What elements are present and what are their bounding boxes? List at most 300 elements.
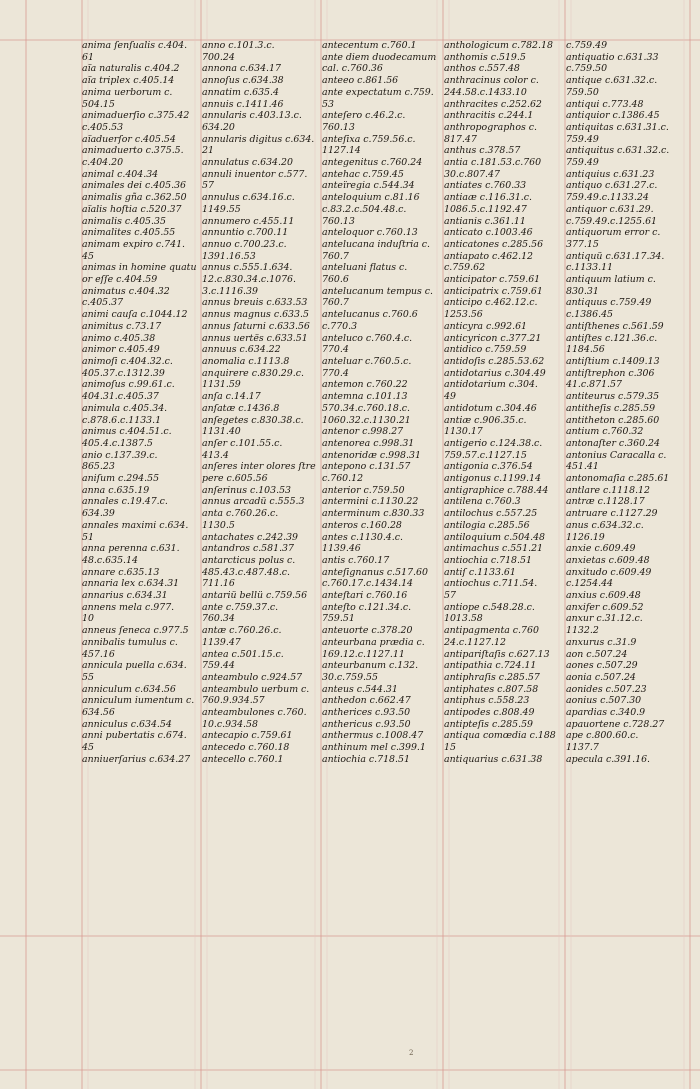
index-entry: aonia c.507.24	[566, 671, 636, 683]
index-entry: antiphates c.807.58	[444, 683, 539, 695]
index-entry: anxurus c.31.9	[566, 636, 637, 648]
index-entry: antimachus c.551.21	[444, 543, 544, 555]
index-entry: anſatæ c.1436.8	[202, 402, 280, 414]
index-entry: or eſſe c.404.59	[82, 274, 158, 286]
index-entry: c.404.20	[82, 157, 124, 169]
index-entry: anniculum iumentum c.	[82, 695, 195, 707]
index-entry: c.1133.11	[566, 262, 613, 274]
index-entry: 504.15	[82, 98, 115, 110]
index-entry: anteluco c.760.4.c.	[322, 332, 413, 344]
index-entry: 30.c.807.47	[444, 168, 500, 180]
index-entry: annarius c.634.31	[82, 590, 168, 602]
index-entry: annibalis tumulus c.	[82, 636, 178, 648]
index-entry: antipteſis c.285.59	[444, 718, 534, 730]
index-entry: antecedo c.760.18	[202, 742, 290, 754]
index-entry: anteluani flatus c.	[322, 262, 408, 274]
index-entry: antachates c.242.39	[202, 531, 299, 543]
index-entry: anteſero c.46.2.c.	[322, 110, 406, 122]
index-entry: anterminum c.830.33	[322, 508, 425, 520]
index-entry: annales maximi c.634.	[82, 519, 189, 531]
index-entry: c.405.37	[82, 297, 124, 309]
index-entry: annona c.634.17	[202, 63, 281, 75]
index-entry: anſa c.14.17	[202, 391, 261, 403]
index-entry: anxur c.31.12.c.	[566, 613, 643, 625]
index-entry: 61	[82, 51, 94, 63]
index-column-5	[566, 40, 684, 766]
index-entry: animalis gña c.362.50	[82, 192, 187, 204]
index-entry: annulus c.634.16.c.	[202, 192, 295, 204]
index-entry: annatim c.635.4	[202, 86, 279, 98]
index-entry: annuntio c.700.11	[202, 227, 289, 239]
index-entry: antiquü c.631.17.34.	[566, 250, 665, 262]
index-entry: antitheton c.285.60	[566, 414, 660, 426]
index-entry: antea c.501.15.c.	[202, 648, 284, 660]
index-entry: anteambulones c.760.	[202, 707, 307, 719]
index-entry: apauortene c.728.27	[566, 718, 665, 730]
index-entry: 1131.59	[202, 379, 241, 391]
index-entry: anxietas c.609.48	[566, 554, 650, 566]
index-entry: anticato c.1003.46	[444, 227, 533, 239]
index-entry: 41.c.871.57	[566, 379, 622, 391]
index-entry: aniſum c.294.55	[82, 473, 160, 485]
index-entry: 1130.17	[444, 426, 483, 438]
index-entry: annens mela c.977.	[82, 601, 175, 613]
index-entry: cal. c.760.36	[322, 63, 383, 75]
index-entry: c.1254.44	[566, 578, 613, 590]
index-entry: annare c.635.13	[82, 566, 160, 578]
index-entry: anteuorte c.378.20	[322, 625, 413, 637]
index-entry: anxitudo c.609.49	[566, 566, 652, 578]
index-entry: 1086.5.c.1192.47	[444, 203, 527, 215]
index-entry: anxie c.609.49	[566, 543, 636, 555]
index-entry: antecello c.760.1	[202, 753, 284, 765]
index-entry: 405.37.c.1312.39	[82, 367, 165, 379]
index-entry: anniculus c.634.54	[82, 718, 172, 730]
index-entry: anthracites c.252.62	[444, 98, 542, 110]
index-entry: apardias c.340.9	[566, 707, 646, 719]
index-entry: antegenitus c.760.24	[322, 157, 423, 169]
index-entry: antia c.181.53.c.760	[444, 157, 542, 169]
index-entry: 1139.47	[202, 636, 241, 648]
index-entry: antarcticus polus c.	[202, 554, 296, 566]
index-entry: anteſixa c.759.56.c.	[322, 133, 416, 145]
index-entry: 760.7	[322, 297, 349, 309]
index-entry: antiquitas c.631.31.c.	[566, 121, 669, 133]
index-entry: antiqui c.773.48	[566, 98, 644, 110]
index-entry: anteſto c.121.34.c.	[322, 601, 412, 613]
index-entry: anteambulo uerbum c.	[202, 683, 310, 695]
index-entry: antidotarius c.304.49	[444, 367, 546, 379]
index-entry: anticyra c.992.61	[444, 320, 528, 332]
index-entry: 21	[202, 145, 214, 157]
index-entry: antiquior c.1386.45	[566, 110, 660, 122]
index-entry: annoſus c.634.38	[202, 75, 284, 87]
index-entry: annuli inuentor c.577.	[202, 168, 308, 180]
index-entry: antenor c.998.27	[322, 426, 404, 438]
index-entry: 700.24	[202, 51, 235, 63]
index-entry: antiquius c.631.23	[566, 168, 655, 180]
index-entry: antiphus c.558.23	[444, 695, 530, 707]
index-entry: 57	[444, 590, 456, 602]
index-entry: 404.31.c.405.37	[82, 391, 159, 403]
index-entry: antermini c.1130.22	[322, 496, 419, 508]
index-entry: 1127.14	[322, 145, 361, 157]
index-entry: antique c.631.32.c.	[566, 75, 658, 87]
index-entry: animales dei c.405.36	[82, 180, 187, 192]
index-entry: 760.13	[322, 121, 355, 133]
index-entry: antiloquium c.504.48	[444, 531, 546, 543]
index-entry: animalites c.405.55	[82, 227, 176, 239]
index-entry: anthedon c.662.47	[322, 695, 411, 707]
index-entry: antiaæ c.116.31.c.	[444, 192, 533, 204]
index-entry: animoſi c.404.32.c.	[82, 355, 173, 367]
index-entry: 770.4	[322, 367, 349, 379]
index-entry: anniuerſarius c.634.27	[82, 753, 191, 765]
index-entry: antelucanum tempus c.	[322, 285, 434, 297]
index-entry: 57	[202, 180, 214, 192]
index-entry: antiquor c.631.29.	[566, 203, 654, 215]
index-entry: antidotarium c.304.	[444, 379, 538, 391]
index-entry: 760.34	[202, 613, 235, 625]
index-entry: ante diem duodecamum	[322, 51, 437, 63]
index-entry: anteros c.160.28	[322, 519, 402, 531]
index-entry: 45	[82, 250, 94, 262]
index-entry: antiquo c.631.27.c.	[566, 180, 658, 192]
index-entry: antes c.1130.4.c.	[322, 531, 403, 543]
index-entry: c.759.49.c.1255.61	[566, 215, 658, 227]
index-entry: antis c.760.17	[322, 554, 390, 566]
index-entry: antilochus c.557.25	[444, 508, 538, 520]
index-entry: antidico c.759.59	[444, 344, 527, 356]
index-entry: animoſus c.99.61.c.	[82, 379, 175, 391]
index-entry: anſerinus c.103.53	[202, 484, 292, 496]
index-entry: anthomis c.519.5	[444, 51, 526, 63]
index-entry: 759.57.c.1127.15	[444, 449, 527, 461]
index-entry: 634.20	[202, 121, 235, 133]
index-entry: anteſignanus c.517.60	[322, 566, 428, 578]
index-entry: antiochus c.711.54.	[444, 578, 538, 590]
index-entry: anteloquium c.81.16	[322, 192, 420, 204]
index-entry: 830.31	[566, 285, 599, 297]
index-entry: annus uertës c.633.51	[202, 332, 308, 344]
index-entry: anthropographos c.	[444, 121, 537, 133]
index-entry: 759.51	[322, 613, 355, 625]
index-entry: animula c.405.34.	[82, 402, 168, 414]
index-entry: c.770.3	[322, 320, 358, 332]
index-entry: anthermus c.1008.47	[322, 730, 424, 742]
index-entry: aïa triplex c.405.14	[82, 75, 175, 87]
index-entry: antiphraſis c.285.57	[444, 671, 540, 683]
index-entry: 770.4	[322, 344, 349, 356]
index-entry: 817.47	[444, 133, 477, 145]
index-entry: antehac c.759.45	[322, 168, 404, 180]
index-entry: anxifer c.609.52	[566, 601, 644, 613]
page-number: 2	[409, 1049, 414, 1057]
index-entry: 24.c.1127.12	[444, 636, 506, 648]
index-entry: 1130.5	[202, 519, 235, 531]
index-entry: 1184.56	[566, 344, 605, 356]
index-entry: c.759.62	[444, 262, 486, 274]
index-entry: annularis c.403.13.c.	[202, 110, 302, 122]
index-entry: aïaduerſor c.405.54	[82, 133, 176, 145]
index-entry: annus c.555.1.634.	[202, 262, 293, 274]
index-entry: apecula c.391.16.	[566, 753, 651, 765]
index-entry: c.760.12	[322, 473, 364, 485]
index-entry: antariü bellü c.759.56	[202, 590, 308, 602]
index-entry: annulatus c.634.20	[202, 157, 293, 169]
index-entry: anticatones c.285.56	[444, 238, 544, 250]
index-entry: anna c.635.19	[82, 484, 150, 496]
index-entry: ante c.759.37.c.	[202, 601, 279, 613]
index-entry: c.759.50	[566, 63, 608, 75]
index-entry: ante expectatum c.759.	[322, 86, 434, 98]
index-entry: anticipatrix c.759.61	[444, 285, 543, 297]
index-entry: animalis c.405.35	[82, 215, 166, 227]
index-entry: 1013.58	[444, 613, 483, 625]
index-entry: antiquatio c.631.33	[566, 51, 659, 63]
index-entry: antecentum c.760.1	[322, 40, 417, 51]
index-columns	[82, 40, 700, 940]
index-entry: 413.4	[202, 449, 229, 461]
index-entry: 760.6	[322, 274, 349, 286]
index-entry: antipariſtaſis c.627.13	[444, 648, 550, 660]
index-entry: antipagmenta c.760	[444, 625, 539, 637]
index-entry: anterior c.759.50	[322, 484, 405, 496]
index-entry: anthracitis c.244.1	[444, 110, 534, 122]
index-entry: annus magnus c.633.5	[202, 309, 309, 321]
index-entry: antitheſis c.285.59	[566, 402, 656, 414]
index-entry: 10	[82, 613, 94, 625]
index-entry: anteeo c.861.56	[322, 75, 399, 87]
index-entry: animor c.405.49	[82, 344, 160, 356]
index-entry: 377.15	[566, 238, 599, 250]
index-entry: antiquorum error c.	[566, 227, 661, 239]
index-entry: anna perenna c.631.	[82, 543, 180, 555]
index-entry: antiquus c.759.49	[566, 297, 652, 309]
index-column-1	[82, 40, 200, 766]
index-entry: antonius Caracalla c.	[566, 449, 667, 461]
index-entry: 1060.32.c.1130.21	[322, 414, 411, 426]
index-entry: antiſ c.1133.61	[444, 566, 516, 578]
index-entry: animal c.404.34	[82, 168, 159, 180]
index-entry: antiſtes c.121.36.c.	[566, 332, 658, 344]
index-entry: antipodes c.808.49	[444, 707, 535, 719]
index-entry: antandros c.581.37	[202, 543, 294, 555]
index-entry: annaria lex c.634.31	[82, 578, 180, 590]
index-entry: anthos c.557.48	[444, 63, 520, 75]
index-entry: antiqua comœdia c.188	[444, 730, 556, 742]
index-entry: 759.49.c.1133.24	[566, 192, 649, 204]
index-entry: antianis c.361.11	[444, 215, 526, 227]
index-entry: 1137.7	[566, 742, 599, 754]
index-entry: anticipo c.462.12.c.	[444, 297, 538, 309]
index-entry: antonomaſia c.285.61	[566, 473, 670, 485]
index-entry: annus ſaturni c.633.56	[202, 320, 310, 332]
index-entry: antilogia c.285.56	[444, 519, 530, 531]
index-entry: 1253.56	[444, 309, 483, 321]
index-entry: annuus c.634.22	[202, 344, 281, 356]
index-entry: antemna c.101.13	[322, 391, 408, 403]
index-entry: antenorea c.998.31	[322, 437, 415, 449]
index-entry: 10.c.934.58	[202, 718, 258, 730]
index-entry: 1131.40	[202, 426, 241, 438]
index-entry: antepono c.131.57	[322, 461, 411, 473]
index-entry: 760.9.934.57	[202, 695, 265, 707]
index-entry: antiſtrephon c.306	[566, 367, 655, 379]
index-entry: anthinum mel c.399.1	[322, 742, 426, 754]
index-entry: annularis digitus c.634.	[202, 133, 315, 145]
index-entry: c.760.17.c.1434.14	[322, 578, 414, 590]
index-entry: antherices c.93.50	[322, 707, 411, 719]
index-entry: 485.43.c.487.48.c.	[202, 566, 291, 578]
index-entry: 169.12.c.1127.11	[322, 648, 405, 660]
index-entry: c.1386.45	[566, 309, 613, 321]
index-entry: antiates c.760.33	[444, 180, 527, 192]
index-entry: anteus c.544.31	[322, 683, 398, 695]
index-entry: antigonus c.1199.14	[444, 473, 541, 485]
index-entry: 634.56	[82, 707, 115, 719]
index-entry: 1149.55	[202, 203, 241, 215]
index-entry: antigerio c.124.38.c.	[444, 437, 543, 449]
index-entry: anthericus c.93.50	[322, 718, 411, 730]
index-entry: aones c.507.29	[566, 660, 638, 672]
index-column-4	[444, 40, 562, 766]
index-entry: c.759.49	[566, 40, 608, 51]
index-entry: 1391.16.53	[202, 250, 256, 262]
index-entry: anima uerborum c.	[82, 86, 173, 98]
index-entry: 12.c.830.34.c.1076.	[202, 274, 296, 286]
index-entry: 1126.19	[566, 531, 605, 543]
index-entry: anio c.137.39.c.	[82, 449, 158, 461]
index-entry: aonius c.507.30	[566, 695, 642, 707]
index-entry: antidoſis c.285.53.62	[444, 355, 545, 367]
index-entry: anteloquor c.760.13	[322, 227, 418, 239]
index-entry: animam expiro c.741.	[82, 238, 186, 250]
index-entry: animatus c.404.32	[82, 285, 170, 297]
index-entry: antigonia c.376.54	[444, 461, 533, 473]
index-entry: anteurbanum c.132.	[322, 660, 419, 672]
index-entry: animo c.405.38	[82, 332, 156, 344]
index-entry: animaduerto c.375.5.	[82, 145, 184, 157]
index-entry: antiquum latium c.	[566, 274, 656, 286]
index-entry: 30.c.759.55	[322, 671, 378, 683]
index-entry: 1139.46	[322, 543, 361, 555]
index-entry: anteïregia c.544.34	[322, 180, 415, 192]
index-entry: antiquitus c.631.32.c.	[566, 145, 670, 157]
index-entry: aïalis hoſtia c.520.37	[82, 203, 182, 215]
index-entry: c.405.53	[82, 121, 124, 133]
index-column-3	[322, 40, 440, 766]
index-entry: anteurbana prædia c.	[322, 636, 425, 648]
index-entry: antiquarius c.631.38	[444, 753, 543, 765]
index-entry: 405.4.c.1387.5	[82, 437, 153, 449]
index-entry: antæ c.760.26.c.	[202, 625, 282, 637]
index-entry: 759.49	[566, 157, 599, 169]
index-entry: animitus c.73.17	[82, 320, 162, 332]
index-entry: antonaſter c.360.24	[566, 437, 660, 449]
index-entry: anſegetes c.830.38.c.	[202, 414, 304, 426]
index-entry: anticipator c.759.61	[444, 274, 541, 286]
index-entry: antiope c.548.28.c.	[444, 601, 535, 613]
index-entry: antecapio c.759.61	[202, 730, 293, 742]
index-entry: annus arcadü c.555.3	[202, 496, 305, 508]
index-entry: anthracinus color c.	[444, 75, 539, 87]
index-entry: anſeres inter olores ſtre	[202, 461, 316, 473]
index-entry: antemon c.760.22	[322, 379, 408, 391]
index-entry: anquirere c.830.29.c.	[202, 367, 304, 379]
index-entry: 45	[82, 742, 94, 754]
index-entry: aon c.507.24	[566, 648, 628, 660]
index-entry: antenoridæ c.998.31	[322, 449, 421, 461]
index-entry: antræ c.1128.17	[566, 496, 645, 508]
index-entry: animaduerſio c.375.42	[82, 110, 190, 122]
index-entry: 53	[322, 98, 334, 110]
index-entry: 760.13	[322, 215, 355, 227]
index-entry: 3.c.1116.39	[202, 285, 258, 297]
index-entry: 55	[82, 671, 94, 683]
index-entry: annuo c.700.23.c.	[202, 238, 287, 250]
index-entry: 451.41	[566, 461, 599, 473]
index-entry: anni pubertatis c.674.	[82, 730, 187, 742]
index-entry: 759.50	[566, 86, 599, 98]
index-entry: antiſtium c.1409.13	[566, 355, 660, 367]
index-entry: antidotum c.304.46	[444, 402, 537, 414]
index-entry: antruare c.1127.29	[566, 508, 658, 520]
index-entry: 457.16	[82, 648, 115, 660]
index-entry: anta c.760.26.c.	[202, 508, 279, 520]
index-entry: anxius c.609.48	[566, 590, 641, 602]
index-entry: annus breuis c.633.53	[202, 297, 308, 309]
index-entry: anthologicum c.782.18	[444, 40, 553, 51]
index-entry: antiteurus c.579.35	[566, 391, 660, 403]
index-entry: anſer c.101.55.c.	[202, 437, 283, 449]
index-entry: 570.34.c.760.18.c.	[322, 402, 411, 414]
index-entry: annumero c.455.11	[202, 215, 295, 227]
index-entry: animus c.404.51.c.	[82, 426, 172, 438]
index-entry: 865.23	[82, 461, 115, 473]
index-entry: pere c.605.56	[202, 473, 268, 485]
index-entry: animas in homine quatu	[82, 262, 197, 274]
index-entry: anteambulo c.924.57	[202, 671, 303, 683]
index-entry: antilena c.760.3	[444, 496, 521, 508]
index-entry: antiapato c.462.12	[444, 250, 533, 262]
index-entry: 49	[444, 391, 456, 403]
index-entry: aonides c.507.23	[566, 683, 647, 695]
index-entry: ape c.800.60.c.	[566, 730, 639, 742]
index-entry: antipathia c.724.11	[444, 660, 537, 672]
index-entry: anteſtari c.760.16	[322, 590, 408, 602]
index-entry: anomalia c.1113.8	[202, 355, 290, 367]
index-entry: 51	[82, 531, 94, 543]
index-entry: antelucana induſtria c.	[322, 238, 431, 250]
index-entry: anticyricon c.377.21	[444, 332, 542, 344]
index-entry: 759.44	[202, 660, 235, 672]
index-entry: anus c.634.32.c.	[566, 519, 644, 531]
index-entry: animi cauſa c.1044.12	[82, 309, 188, 321]
index-entry: c.83.2.c.504.48.c.	[322, 203, 407, 215]
index-entry: 48.c.635.14	[82, 554, 138, 566]
index-entry: anteluar c.760.5.c.	[322, 355, 412, 367]
index-entry: antelucanus c.760.6	[322, 309, 418, 321]
index-entry: 711.16	[202, 578, 235, 590]
index-entry: annuis c.1411.46	[202, 98, 284, 110]
index-entry: antigraphice c.788.44	[444, 484, 549, 496]
index-entry: anthus c.378.57	[444, 145, 521, 157]
index-entry: 15	[444, 742, 456, 754]
index-entry: 759.49	[566, 133, 599, 145]
index-entry: annales c.19.47.c.	[82, 496, 168, 508]
index-entry: 244.58.c.1433.10	[444, 86, 527, 98]
